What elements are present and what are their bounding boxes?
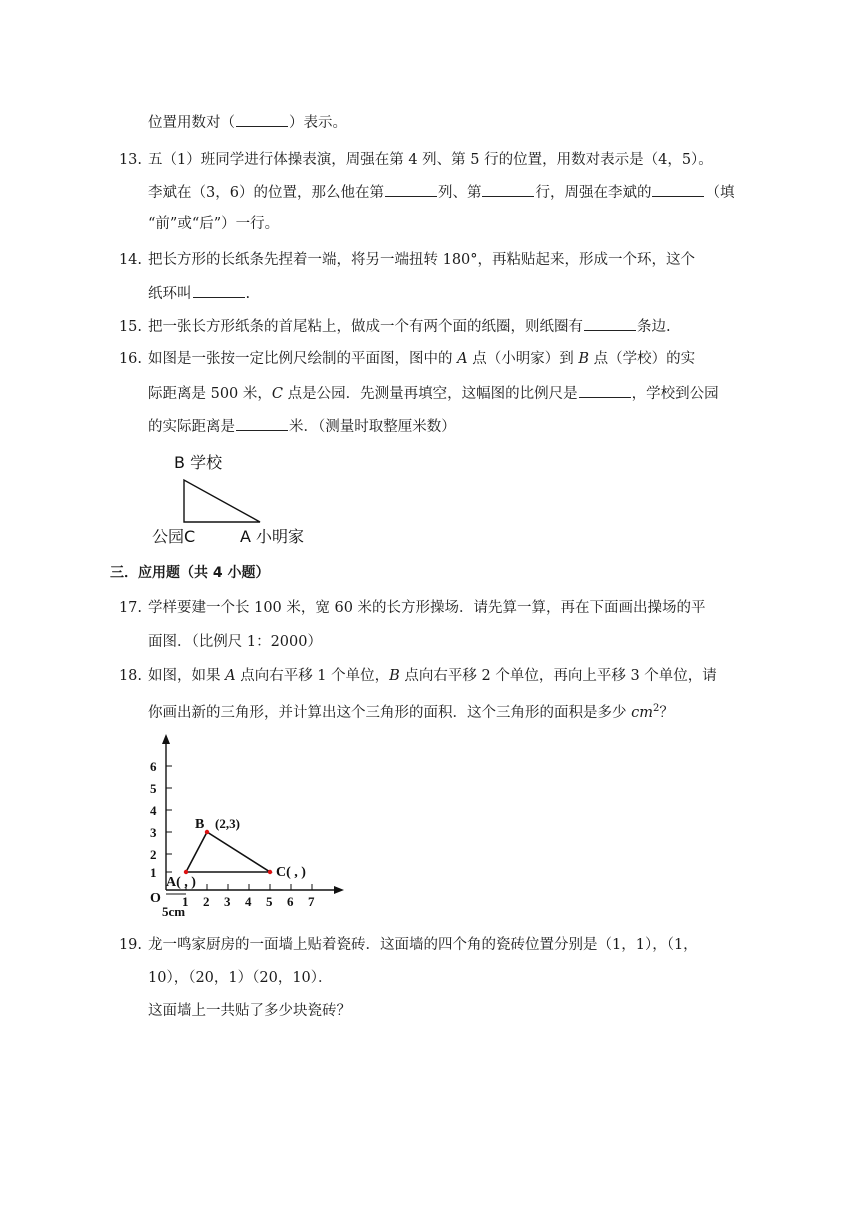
q19-line-3: 这面墙上一共贴了多少块瓷砖？ xyxy=(148,1003,351,1019)
coordinate-figure xyxy=(142,730,346,918)
unit-label: 5cm xyxy=(162,904,186,918)
question-number: 18. xyxy=(118,668,142,684)
q17-line-2: 面图．（比例尺 1：2000） xyxy=(148,634,322,650)
point-b xyxy=(205,830,209,834)
y-tick-label: 2 xyxy=(150,847,157,862)
answer-blank xyxy=(584,316,636,331)
map-triangle-figure xyxy=(148,448,318,550)
q19-line-1: 19. 龙一鸣家厨房的一面墙上贴着瓷砖．这面墙的四个角的瓷砖位置分别是（1，1），（1， xyxy=(102,935,698,955)
y-tick-label: 3 xyxy=(150,825,157,840)
y-tick-label: 1 xyxy=(150,865,157,880)
x-tick-label: 6 xyxy=(287,894,294,909)
answer-blank xyxy=(385,182,437,197)
q13-line-3: “前”或“后”）一行。 xyxy=(148,216,280,232)
x-ticks xyxy=(182,884,315,909)
point-c-label: C( , ) xyxy=(276,865,306,880)
question-number: 15. xyxy=(118,319,142,335)
q14-line-1: 14. 把长方形的长纸条先捏着一端，将另一端扭转 180°，再粘贴起来，形成一个环，这个 xyxy=(102,250,695,270)
y-ticks xyxy=(150,759,172,880)
q18-line-2: 你画出新的三角形，并计算出这个三角形的面积．这个三角形的面积是多少 $cm^2$？ xyxy=(148,703,674,721)
q19-line-2: 10），（20，1）（20，10）． xyxy=(148,970,333,986)
y-tick-label: 5 xyxy=(150,781,157,796)
x-tick-label: 7 xyxy=(308,894,315,909)
figure-label-school: B 学校 xyxy=(174,453,223,472)
q13-line-2: 李斌在（3，6）的位置，那么他在第 列、第 行，周强在李斌的 （填 xyxy=(148,182,734,203)
answer-blank xyxy=(236,416,288,431)
y-tick-label: 6 xyxy=(150,759,157,774)
point-b-coord: (2,3) xyxy=(215,816,240,831)
x-tick-label: 3 xyxy=(224,894,231,909)
figure-label-park: 公园C xyxy=(152,527,196,546)
q14-line-2: 纸环叫 . xyxy=(148,283,250,304)
q18-line-1: 18. 如图，如果 A 点向右平移 1 个单位，B 点向右平移 2 个单位，再向上平移 3 个单位，请 xyxy=(102,666,717,686)
origin-label: O xyxy=(150,891,161,906)
x-axis-arrow xyxy=(334,886,344,894)
question-number: 14. xyxy=(118,252,142,268)
answer-blank xyxy=(652,182,704,197)
x-tick-label: 2 xyxy=(203,894,210,909)
question-number: 17. xyxy=(118,600,142,616)
y-tick-label: 4 xyxy=(150,803,157,818)
point-b-label: B xyxy=(195,817,205,832)
question-number: 13. xyxy=(118,152,142,168)
answer-blank xyxy=(236,112,288,127)
question-number: 19. xyxy=(118,937,142,953)
triangle-shape xyxy=(184,480,260,522)
q13-line-1: 13. 五（1）班同学进行体操表演，周强在第 4 列、第 5 行的位置，用数对表示是（4，5）。 xyxy=(102,150,713,170)
q15-line: 15. 把一张长方形纸条的首尾粘上，做成一个有两个面的纸圈，则纸圈有 条边. xyxy=(102,316,671,337)
figure-label-home: A 小明家 xyxy=(240,527,305,546)
point-a-label: A( , ) xyxy=(166,875,196,890)
x-tick-label: 4 xyxy=(245,894,252,909)
question-number: 16. xyxy=(118,351,142,367)
q16-line-2: 际距离是 500 米，C 点是公园．先测量再填空，这幅图的比例尺是 ，学校到公园 xyxy=(148,383,719,404)
q12-line: 位置用数对（ ）表示。 xyxy=(148,112,347,133)
q16-line-1: 16. 如图是一张按一定比例尺绘制的平面图，图中的 A 点（小明家）到 B 点（学校）的实 xyxy=(102,349,695,369)
answer-blank xyxy=(193,283,245,298)
answer-blank xyxy=(579,383,631,398)
section-heading: 三．应用题（共 4 小题） xyxy=(110,565,270,581)
q17-line-1: 17. 学样要建一个长 100 米，宽 60 米的长方形操场．请先算一算，再在下面画出操场的平 xyxy=(102,598,706,618)
x-tick-label: 1 xyxy=(182,894,189,909)
y-axis-arrow xyxy=(162,734,170,744)
point-a xyxy=(184,870,188,874)
point-c xyxy=(268,870,272,874)
coordinate-triangle xyxy=(186,832,270,872)
x-tick-label: 5 xyxy=(266,894,273,909)
q16-line-3: 的实际距离是 米．（测量时取整厘米数） xyxy=(148,416,456,437)
answer-blank xyxy=(482,182,534,197)
